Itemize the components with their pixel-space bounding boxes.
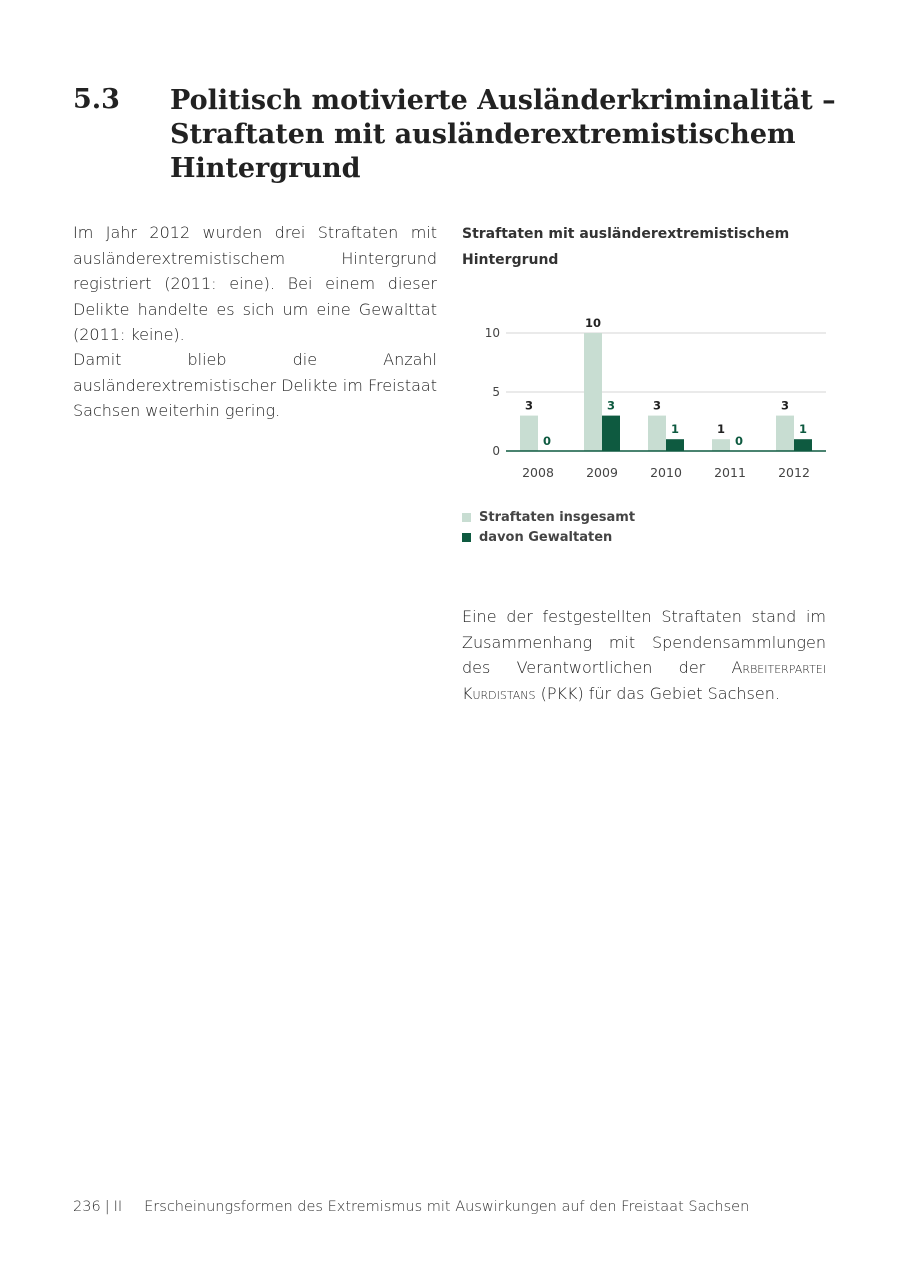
bar xyxy=(794,439,812,451)
bar xyxy=(648,416,666,451)
data-label: 3 xyxy=(652,398,662,413)
data-label: 1 xyxy=(670,422,680,437)
organization-name: Arbeiterpartei Kurdistans xyxy=(462,658,826,703)
page-number: 236 xyxy=(73,1199,101,1215)
footer-separator: | xyxy=(104,1199,110,1215)
data-label: 10 xyxy=(584,316,602,330)
bar-chart xyxy=(462,300,842,490)
page-title xyxy=(170,84,850,186)
y-tick-label: 10 xyxy=(484,326,500,340)
title-line: Hintergrund xyxy=(170,153,361,184)
data-label: 0 xyxy=(734,434,744,448)
chart-title: Straftaten mit ausländerextremistischem Hintergrund xyxy=(462,226,790,268)
data-label: 3 xyxy=(606,398,616,413)
body-paragraph: Damit blieb die Anzahl ausländerextremistischer Delikte im Freistaat Sachsen weiterhin gering. xyxy=(73,350,437,420)
paragraph-text: (PKK) für das Gebiet Sachsen. xyxy=(535,683,780,703)
bar xyxy=(584,333,602,451)
bar xyxy=(602,416,620,451)
paragraph-text: Eine der festgestellten Straftaten stand im Zusammenhang mit Spendensammlungen des Verantwortlichen der xyxy=(462,607,826,677)
legend-item xyxy=(462,527,635,547)
chapter-title: Erscheinungsformen des Extremismus mit Auswirkungen auf den Freistaat Sachsen xyxy=(144,1199,750,1215)
chart-legend xyxy=(462,507,635,547)
data-label: 1 xyxy=(798,422,808,437)
bar xyxy=(776,416,794,451)
data-label: 3 xyxy=(780,398,790,413)
body-paragraph xyxy=(462,604,826,706)
y-tick-label: 0 xyxy=(492,444,500,458)
data-label: 0 xyxy=(542,434,552,448)
x-tick-label: 2011 xyxy=(714,465,746,480)
bar xyxy=(666,439,684,451)
data-label: 1 xyxy=(716,422,726,437)
x-tick-label: 2009 xyxy=(586,465,618,480)
legend-swatch xyxy=(462,513,471,522)
x-tick-label: 2012 xyxy=(778,465,810,480)
page-footer xyxy=(73,1199,749,1215)
title-line: Politisch motivierte Ausländerkriminalität – xyxy=(170,85,836,116)
bar xyxy=(520,416,538,451)
legend-swatch xyxy=(462,533,471,542)
x-tick-label: 2010 xyxy=(650,465,682,480)
title-line: Straftaten mit ausländerextremistischem xyxy=(170,119,796,150)
legend-item xyxy=(462,507,635,527)
bar xyxy=(712,439,730,451)
x-tick-label: 2008 xyxy=(522,465,554,480)
body-paragraph: Im Jahr 2012 wurden drei Straftaten mit ausländerextremistischem Hintergrund registriert (2011: eine). Bei einem dieser Delikte handelte es sich um eine Gewalttat (2011: keine). xyxy=(73,223,437,344)
part-number: II xyxy=(113,1199,123,1215)
data-label: 3 xyxy=(524,398,534,413)
y-tick-label: 5 xyxy=(492,385,500,399)
section-number: 5.3 xyxy=(73,84,120,115)
legend-label: Straftaten insgesamt xyxy=(479,509,636,525)
legend-label: davon Gewaltaten xyxy=(479,529,613,545)
